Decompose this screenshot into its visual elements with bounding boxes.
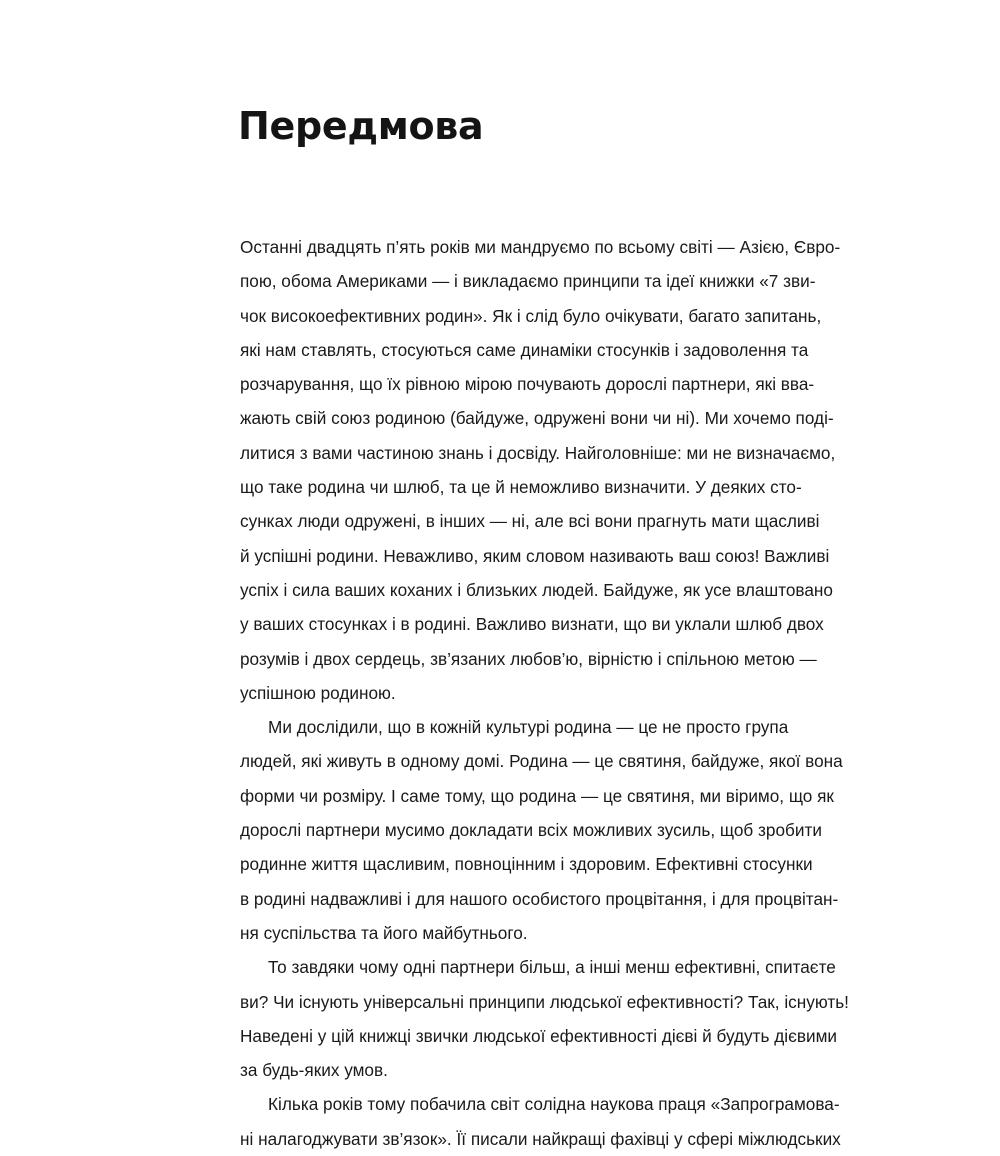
text-line: успіх і сила ваших коханих і близьких людей. Байдуже, як усе влаштовано	[240, 579, 833, 600]
text-line: дорослі партнери мусимо докладати всіх можливих зусиль, щоб зробити	[240, 820, 822, 841]
text-line: розчарування, що їх рівною мірою почувають дорослі партнери, які вва-	[240, 374, 815, 395]
text-line: за будь-яких умов.	[240, 1060, 388, 1081]
body-text	[240, 230, 849, 1156]
text-line: пою, обома Америками — і викладаємо принципи та ідеї книжки «7 зви-	[240, 271, 816, 292]
text-line: у ваших стосунках і в родині. Важливо визнати, що ви уклали шлюб двох	[240, 614, 824, 635]
text-line: родинне життя щасливим, повноцінним і здоровим. Ефективні стосунки	[240, 854, 813, 875]
text-line: розумів і двох сердець, зв’язаних любов’ю, вірністю і спільною метою —	[240, 648, 817, 669]
text-line: чок високоефективних родин». Як і слід було очікувати, багато запитань,	[240, 305, 822, 326]
text-line: ні налагоджувати зв’язок». Її писали найкращі фахівці у сфері міжлюдських	[240, 1128, 841, 1149]
text-line: Кілька років тому побачила світ солідна наукова праця «Запрограмова-	[268, 1094, 840, 1115]
text-line: форми чи розміру. І саме тому, що родина — це святиня, ми віримо, що як	[240, 785, 834, 806]
text-line: які нам ставлять, стосуються саме динаміки стосунків і задоволення та	[240, 339, 809, 360]
text-line: Наведені у цій книжці звички людської ефективності дієві й будуть дієвими	[240, 1025, 838, 1046]
text-line: сунках люди одружені, в інших — ні, але всі вони прагнуть мати щасливі	[240, 511, 820, 532]
text-line: ви? Чи існують універсальні принципи людської ефективності? Так, існують!	[240, 991, 849, 1012]
text-line: литися з вами частиною знань і досвіду. Найголовніше: ми не визначаємо,	[240, 442, 836, 463]
text-line: в родині надважливі і для нашого особистого процвітання, і для процвітан-	[240, 888, 839, 909]
page-title: Передмова	[238, 104, 484, 148]
text-line: ня суспільства та його майбутнього.	[240, 922, 528, 943]
text-line: Ми дослідили, що в кожній культурі родина — це не просто група	[268, 717, 789, 738]
text-line: успішною родиною.	[240, 682, 396, 703]
text-line: жають свій союз родиною (байдуже, одружені вони чи ні). Ми хочемо поді-	[240, 408, 834, 429]
text-line: що таке родина чи шлюб, та це й неможливо визначити. У деяких сто-	[240, 477, 802, 498]
text-line: людей, які живуть в одному домі. Родина — це святиня, байдуже, якої вона	[240, 751, 843, 772]
text-line: й успішні родини. Неважливо, яким словом називають ваш союз! Важливі	[240, 545, 830, 566]
text-line: То завдяки чому одні партнери більш, а інші менш ефективні, спитаєте	[268, 957, 836, 978]
text-line: Останні двадцять п’ять років ми мандруємо по всьому світі — Азією, Євро-	[240, 237, 841, 257]
